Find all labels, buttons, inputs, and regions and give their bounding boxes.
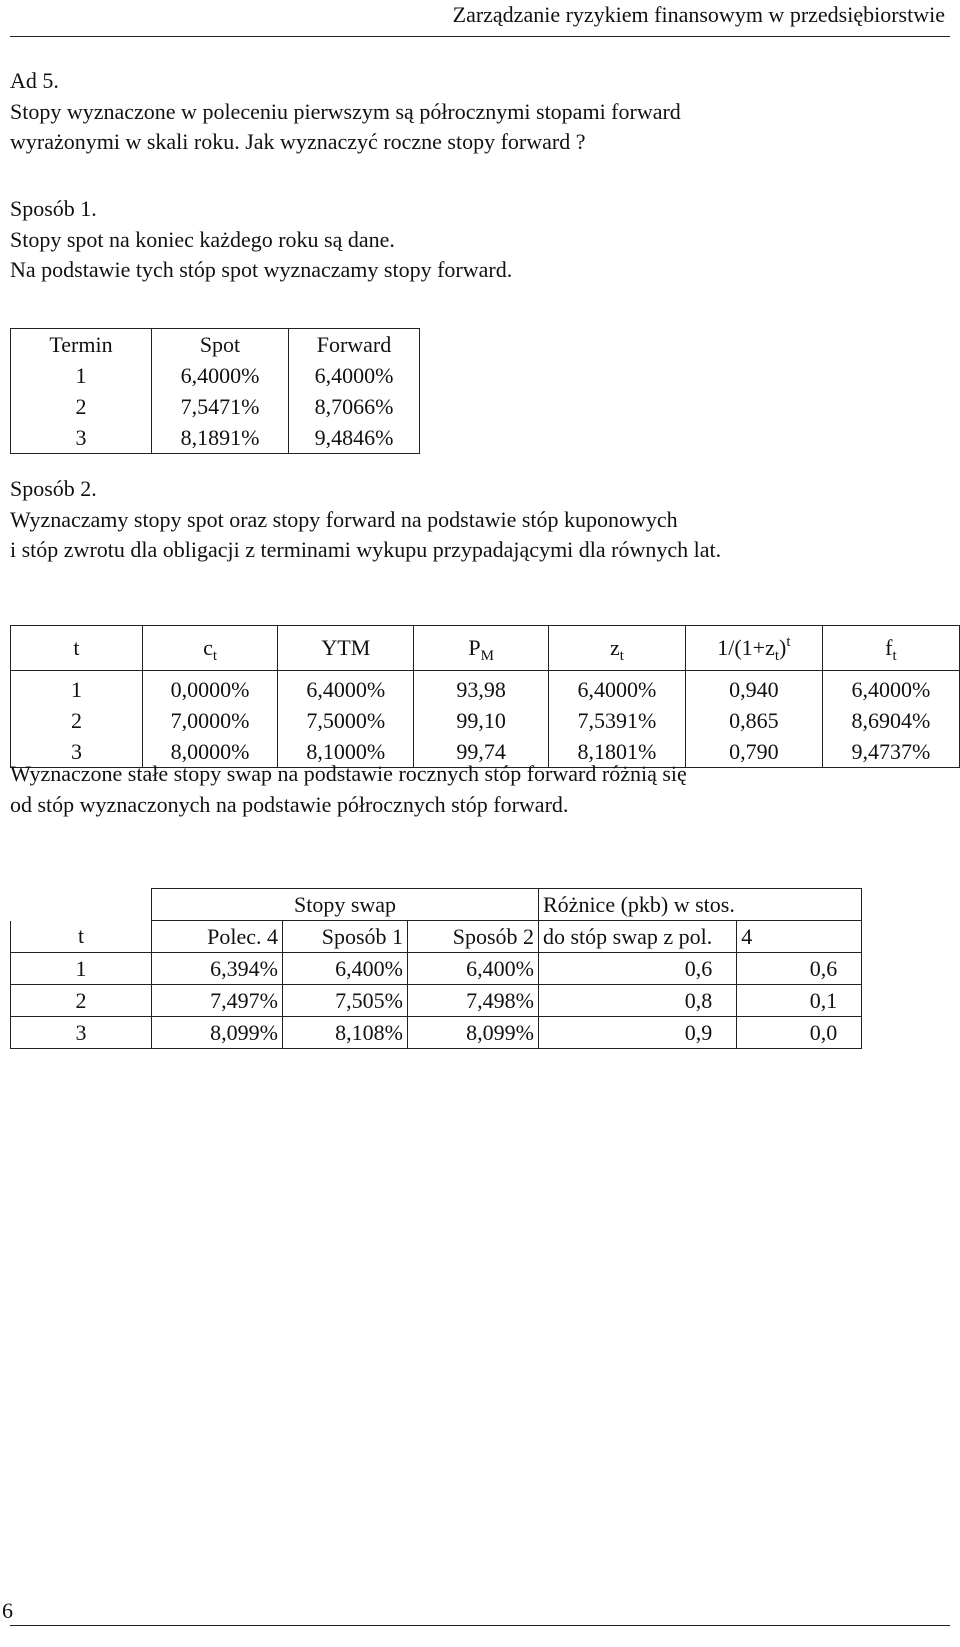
table-cell: 6,4000% bbox=[289, 360, 420, 391]
header-cell-ytm: YTM bbox=[278, 626, 414, 671]
header-cell: Sposób 1 bbox=[283, 921, 408, 953]
intro-line: Stopy wyznaczone w poleceniu pierwszym są półrocznymi stopami forward bbox=[10, 98, 681, 124]
table-row bbox=[11, 705, 960, 736]
table-cell: 6,400% bbox=[283, 953, 408, 985]
table-cell: 1 bbox=[11, 360, 152, 391]
table-cell: 2 bbox=[11, 391, 152, 422]
table-cell: 8,099% bbox=[408, 1017, 539, 1049]
swap-rates-table bbox=[10, 888, 862, 1049]
table-cell: 3 bbox=[11, 422, 152, 454]
table-cell: 0,6 bbox=[539, 953, 737, 985]
table-cell: 7,505% bbox=[283, 985, 408, 1017]
table-cell: 8,099% bbox=[152, 1017, 283, 1049]
method1-paragraph bbox=[10, 194, 512, 286]
table-header-row bbox=[11, 329, 420, 361]
header-cell: do stóp swap z pol. bbox=[539, 921, 737, 953]
group-header-differences: Różnice (pkb) w stos. bbox=[539, 889, 862, 921]
table-cell: 8,1801% bbox=[548, 736, 685, 768]
table-row bbox=[11, 360, 420, 391]
table-cell: 6,4000% bbox=[278, 671, 414, 706]
header-cell: Sposób 2 bbox=[408, 921, 539, 953]
table-cell: 8,7066% bbox=[289, 391, 420, 422]
table-cell: 6,394% bbox=[152, 953, 283, 985]
table-cell: 3 bbox=[11, 736, 143, 768]
page-header bbox=[10, 0, 950, 37]
empty-cell bbox=[11, 889, 152, 921]
header-cell-discount: $1/(1+z_t)^t$ bbox=[685, 626, 822, 671]
table-cell: 6,4000% bbox=[548, 671, 685, 706]
table-cell: 7,5471% bbox=[152, 391, 289, 422]
table-cell: 0,0000% bbox=[142, 671, 277, 706]
conclusion-line: Wyznaczone stałe stopy swap na podstawie rocznych stóp forward różnią się bbox=[10, 761, 687, 786]
table-cell: 7,0000% bbox=[142, 705, 277, 736]
table-cell: 1 bbox=[11, 671, 143, 706]
table-cell: 7,498% bbox=[408, 985, 539, 1017]
table-cell: 8,0000% bbox=[142, 736, 277, 768]
table-row bbox=[11, 671, 960, 706]
table-row bbox=[11, 953, 862, 985]
method2-heading: Sposób 2. bbox=[10, 476, 97, 501]
table-cell: 8,108% bbox=[283, 1017, 408, 1049]
header-cell-t: t bbox=[11, 626, 143, 671]
table-cell: 7,5391% bbox=[548, 705, 685, 736]
table-cell: 0,8 bbox=[539, 985, 737, 1017]
header-cell-price: $P_M$ bbox=[414, 626, 548, 671]
table-cell: 99,10 bbox=[414, 705, 548, 736]
table-header-row bbox=[11, 921, 862, 953]
intro-heading: Ad 5. bbox=[10, 68, 59, 93]
table-cell: 7,497% bbox=[152, 985, 283, 1017]
table-row bbox=[11, 422, 420, 454]
table-header-row bbox=[11, 626, 960, 671]
conclusion-paragraph bbox=[10, 759, 687, 820]
table-group-header-row bbox=[11, 889, 862, 921]
header-cell: Forward bbox=[289, 329, 420, 361]
header-cell-forward: $f_t$ bbox=[822, 626, 959, 671]
header-cell: t bbox=[11, 921, 152, 953]
table-cell: 8,1891% bbox=[152, 422, 289, 454]
method2-paragraph bbox=[10, 474, 721, 566]
method1-heading: Sposób 1. bbox=[10, 196, 97, 221]
table-cell: 0,940 bbox=[685, 671, 822, 706]
header-cell-coupon: $c_t$ bbox=[142, 626, 277, 671]
table-cell: 8,6904% bbox=[822, 705, 959, 736]
table-cell: 0,6 bbox=[737, 953, 862, 985]
conclusion-line: od stóp wyznaczonych na podstawie półrocznych stóp forward. bbox=[10, 791, 569, 817]
table-cell: 3 bbox=[11, 1017, 152, 1049]
table-cell: 9,4737% bbox=[822, 736, 959, 768]
table-cell: 93,98 bbox=[414, 671, 548, 706]
footer-rule bbox=[10, 1625, 950, 1626]
table-cell: 7,5000% bbox=[278, 705, 414, 736]
group-header-swap: Stopy swap bbox=[152, 889, 539, 921]
table-cell: 6,4000% bbox=[822, 671, 959, 706]
table-cell: 9,4846% bbox=[289, 422, 420, 454]
table-cell: 99,74 bbox=[414, 736, 548, 768]
header-cell: Termin bbox=[11, 329, 152, 361]
bond-rates-table bbox=[10, 625, 960, 768]
page-number: 6 bbox=[2, 1598, 13, 1623]
header-cell: 4 bbox=[737, 921, 862, 953]
table-cell: 1 bbox=[11, 953, 152, 985]
header-cell: Polec. 4 bbox=[152, 921, 283, 953]
method1-line: Na podstawie tych stóp spot wyznaczamy stopy forward. bbox=[10, 257, 513, 282]
table-cell: 6,400% bbox=[408, 953, 539, 985]
table-row bbox=[11, 391, 420, 422]
table-cell: 0,1 bbox=[737, 985, 862, 1017]
table-cell: 0,9 bbox=[539, 1017, 737, 1049]
header-cell-spot: $z_t$ bbox=[548, 626, 685, 671]
table-row bbox=[11, 985, 862, 1017]
table-cell: 0,790 bbox=[685, 736, 822, 768]
table-cell: 2 bbox=[11, 985, 152, 1017]
table-row bbox=[11, 1017, 862, 1049]
table-cell: 0,0 bbox=[737, 1017, 862, 1049]
spot-forward-table bbox=[10, 328, 420, 454]
table-cell: 0,865 bbox=[685, 705, 822, 736]
table-cell: 8,1000% bbox=[278, 736, 414, 768]
method2-line: i stóp zwrotu dla obligacji z terminami wykupu przypadającymi dla równych lat. bbox=[10, 537, 722, 562]
method1-line: Stopy spot na koniec każdego roku są dane. bbox=[10, 226, 395, 252]
header-cell: Spot bbox=[152, 329, 289, 361]
header-title: Zarządzanie ryzykiem finansowym w przedsiębiorstwie bbox=[452, 2, 945, 27]
intro-line: wyrażonymi w skali roku. Jak wyznaczyć roczne stopy forward ? bbox=[10, 129, 586, 154]
table-cell: 6,4000% bbox=[152, 360, 289, 391]
intro-paragraph bbox=[10, 66, 681, 158]
table-cell: 2 bbox=[11, 705, 143, 736]
method2-line: Wyznaczamy stopy spot oraz stopy forward na podstawie stóp kuponowych bbox=[10, 506, 678, 532]
